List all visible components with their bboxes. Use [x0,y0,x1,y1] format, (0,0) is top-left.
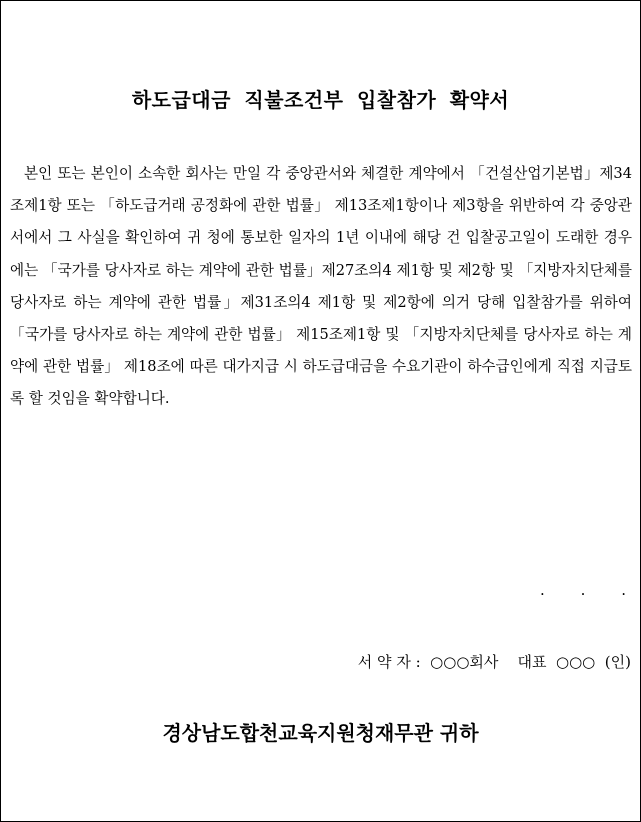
pledge-body-text: 본인 또는 본인이 소속한 회사는 만일 각 중앙관서와 체결한 계약에서 「건설산업기본법」제34조제1항 또는 「하도급거래 공정화에 관한 법률」 제13조제1항이나 제3항을 위반하여 각 중앙관서에서 그 사실을 확인하여 귀 청에 통보한 일자의 1년 이내에 해당 건 입찰공고일이 도래한 경우에는 「국가를 당사자로 하는 계약에 관한 법률」제27조의4 제1항 및 제2항 및 「지방자치단체를 당사자로 하는 계약에 관한 법률」제31조의4 제1항 및 제2항에 의거 당해 입찰참가를 위하여 「국가를 당사자로 하는 계약에 관한 법률」 제15조제1항 및 「지방자치단체를 당사자로 하는 계약에 관한 법률」 제18조에 따른 대가지급 시 하도급대금을 수요기관이 하수급인에게 직접 지급토록 할 것임을 확약합니다. [10,165,632,408]
addressee: 경상남도합천교육지원청재무관 귀하 [162,721,479,745]
document-title: 하도급대금 직불조건부 입찰참가 확약서 [131,88,510,112]
date-placeholder: . . . [540,581,628,599]
signer-line: 서 약 자 : ○○○회사 대표 ○○○ (인) [357,653,631,671]
